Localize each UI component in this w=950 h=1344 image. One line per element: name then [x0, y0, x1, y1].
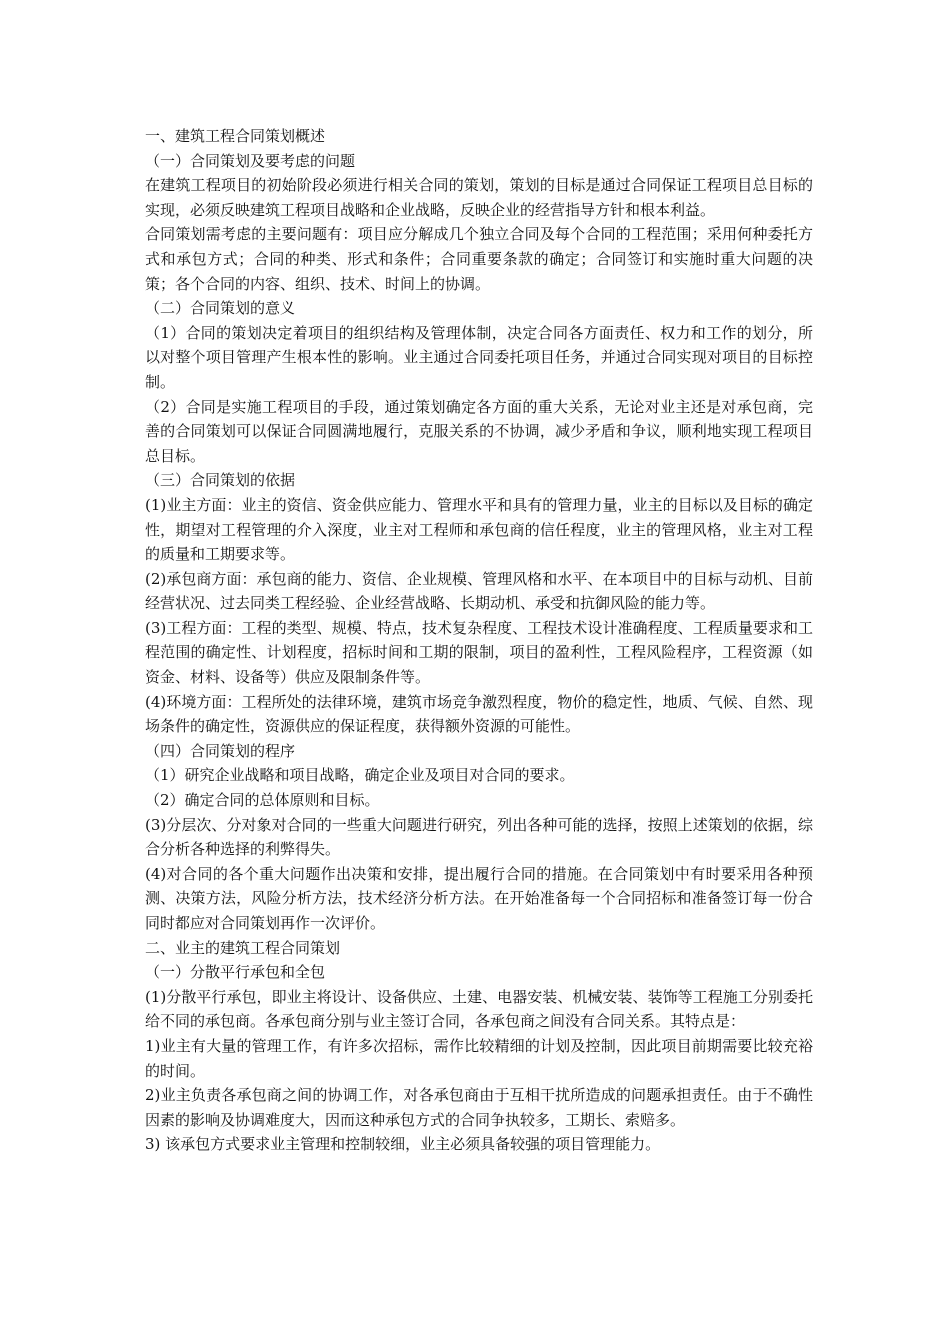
paragraph: （1）研究企业战略和项目战略，确定企业及项目对合同的要求。 — [145, 766, 575, 785]
subsection-heading-1-2: （二）合同策划的意义 — [145, 299, 296, 318]
paragraph: （2）合同是实施工程项目的手段，通过策划确定各方面的重大关系，无论对业主还是对承包商，完善的合同策划可以保证合同圆满地履行，克服关系的不协调，减少矛盾和争议，顺利地实现工程项目总目标。 — [145, 397, 813, 465]
subsection-heading-1-4: （四）合同策划的程序 — [145, 741, 296, 760]
paragraph: (3)工程方面：工程的类型、规模、特点，技术复杂程度、工程技术设计准确程度、工程质量要求和工程范围的确定性、计划程度，招标时间和工期的限制，项目的盈利性，工程风险程序，工程资源（如资金、材料、设备等）供应及限制条件等。 — [145, 618, 813, 687]
paragraph: 1)业主有大量的管理工作，有许多次招标，需作比较精细的计划及控制，因此项目前期需要比较充裕的时间。 — [145, 1036, 813, 1080]
paragraph: (1)分散平行承包，即业主将设计、设备供应、土建、电器安装、机械安装、装饰等工程施工分别委托给不同的承包商。各承包商分别与业主签订合同，各承包商之间没有合同关系。其特点是： — [145, 987, 813, 1031]
paragraph: （2）确定合同的总体原则和目标。 — [145, 791, 380, 810]
paragraph: 3) 该承包方式要求业主管理和控制较细，业主必须具备较强的项目管理能力。 — [145, 1135, 661, 1154]
paragraph: 合同策划需考虑的主要问题有：项目应分解成几个独立合同及每个合同的工程范围；采用何种委托方式和承包方式；合同的种类、形式和条件；合同重要条款的确定；合同签订和实施时重大问题的决策；各个合同的内容、组织、技术、时间上的协调。 — [145, 225, 813, 293]
subsection-heading-1-3: （三）合同策划的依据 — [145, 471, 296, 490]
paragraph: (2)承包商方面：承包商的能力、资信、企业规模、管理风格和水平、在本项目中的目标与动机、目前经营状况、过去同类工程经验、企业经营战略、长期动机、承受和抗御风险的能力等。 — [145, 569, 813, 613]
subsection-heading-2-1: （一）分散平行承包和全包 — [145, 963, 326, 982]
section-heading-1: 一、建筑工程合同策划概述 — [145, 127, 326, 145]
paragraph: （1）合同的策划决定着项目的组织结构及管理体制，决定合同各方面责任、权力和工作的划分，所以对整个项目管理产生根本性的影响。业主通过合同委托项目任务，并通过合同实现对项目的目标控制。 — [145, 323, 813, 391]
paragraph: 2)业主负责各承包商之间的协调工作，对各承包商由于互相干扰所造成的问题承担责任。由于不确性因素的影响及协调难度大，因而这种承包方式的合同争执较多，工期长、索赔多。 — [145, 1086, 813, 1129]
paragraph: (1)业主方面：业主的资信、资金供应能力、管理水平和具有的管理力量，业主的目标以及目标的确定性，期望对工程管理的介入深度，业主对工程师和承包商的信任程度，业主的管理风格，业主对工程的质量和工期要求等。 — [145, 495, 813, 564]
paragraph: (4)对合同的各个重大问题作出决策和安排，提出履行合同的措施。在合同策划中有时要采用各种预测、决策方法，风险分析方法，技术经济分析方法。在开始准备每一个合同招标和准备签订每一份合同时都应对合同策划再作一次评价。 — [145, 864, 813, 932]
subsection-heading-1-1: （一）合同策划及要考虑的问题 — [145, 151, 356, 170]
document-body — [145, 124, 813, 1157]
paragraph: 在建筑工程项目的初始阶段必须进行相关合同的策划，策划的目标是通过合同保证工程项目总目标的实现，必须反映建筑工程项目战略和企业战略，反映企业的经营指导方针和根本利益。 — [145, 176, 813, 219]
paragraph: (3)分层次、分对象对合同的一些重大问题进行研究，列出各种可能的选择，按照上述策划的依据，综合分析各种选择的利弊得失。 — [145, 815, 813, 859]
section-heading-2: 二、业主的建筑工程合同策划 — [145, 938, 341, 957]
paragraph: (4)环境方面：工程所处的法律环境，建筑市场竞争激烈程度，物价的稳定性，地质、气候、自然、现场条件的确定性，资源供应的保证程度，获得额外资源的可能性。 — [145, 692, 813, 736]
